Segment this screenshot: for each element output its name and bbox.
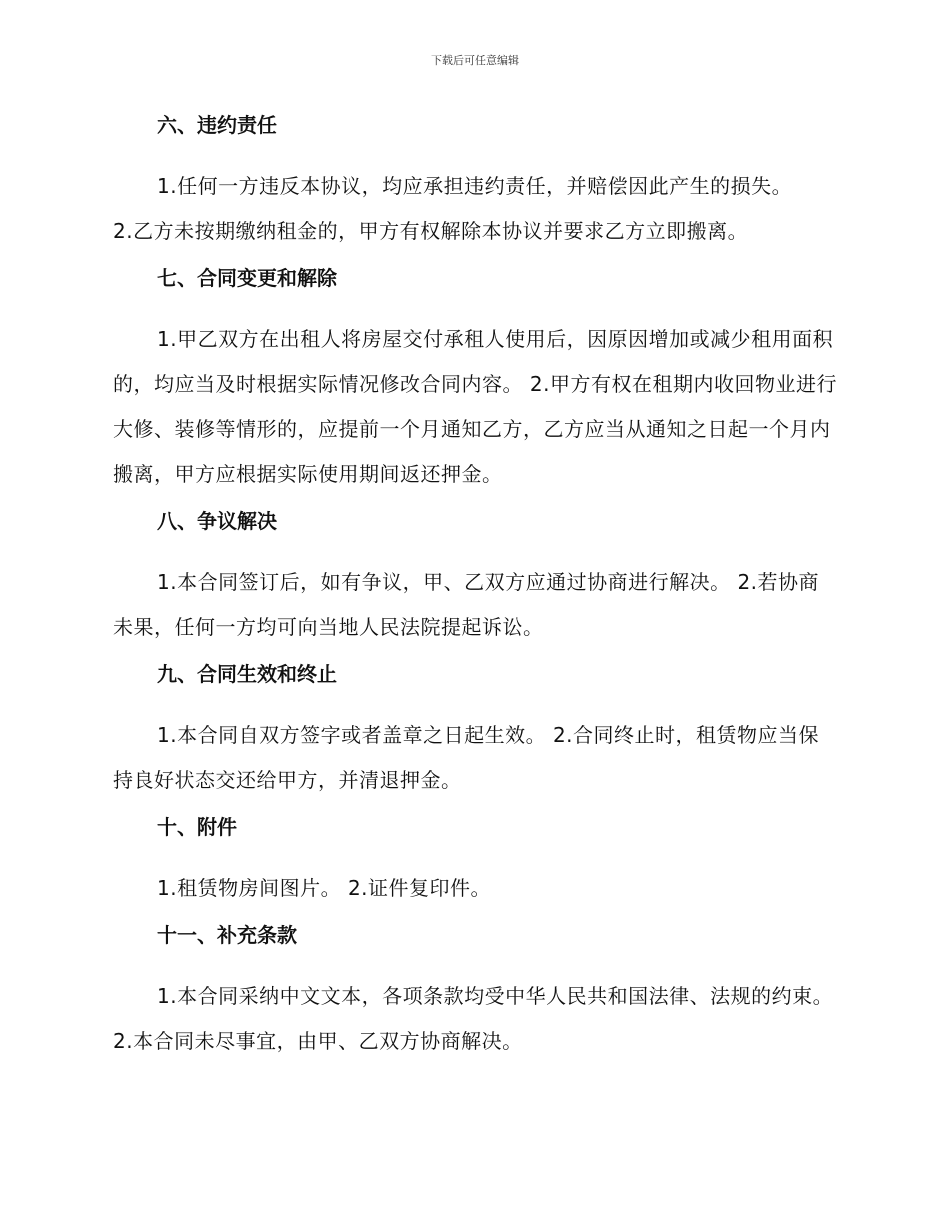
section-attachments xyxy=(113,812,838,911)
section-heading: 六、违约责任 xyxy=(157,113,277,137)
section-paragraph: 1.甲乙双方在出租人将房屋交付承租人使用后，因原因增加或减少租用面积的，均应当及时根据实际情况修改合同内容。 2.甲方有权在租期内收回物业进行大修、装修等情形的，应提前一个月通知乙方，乙方应当从通知之日起一个月内搬离，甲方应根据实际使用期间返还押金。 xyxy=(113,327,837,486)
section-paragraph: 2.乙方未按期缴纳租金的，甲方有权解除本协议并要求乙方立即搬离。 xyxy=(113,219,749,243)
section-heading: 七、合同变更和解除 xyxy=(157,266,337,290)
section-heading: 十、附件 xyxy=(157,815,237,839)
section-supplementary-terms xyxy=(113,920,838,1064)
page-header: 下载后可任意编辑 xyxy=(431,54,519,67)
section-paragraph: 1.租赁物房间图片。 2.证件复印件。 xyxy=(157,876,492,900)
section-dispute-resolution xyxy=(113,506,838,650)
section-heading: 九、合同生效和终止 xyxy=(157,662,337,686)
section-breach-liability xyxy=(113,110,838,254)
section-effect-termination xyxy=(113,659,838,803)
section-paragraph: 1.本合同采纳中文文本，各项条款均受中华人民共和国法律、法规的约束。 2.本合同未尽事宜，由甲、乙双方协商解决。 xyxy=(113,984,834,1053)
document-body xyxy=(113,110,838,1073)
section-paragraph: 1.本合同自双方签字或者盖章之日起生效。 2.合同终止时，租赁物应当保持良好状态交还给甲方，并清退押金。 xyxy=(113,723,820,792)
section-paragraph: 1.任何一方违反本协议，均应承担违约责任，并赔偿因此产生的损失。 xyxy=(157,174,793,198)
section-heading: 十一、补充条款 xyxy=(157,923,297,947)
section-heading: 八、争议解决 xyxy=(157,509,277,533)
section-paragraph: 1.本合同签订后，如有争议，甲、乙双方应通过协商进行解决。 2.若协商未果，任何一方均可向当地人民法院提起诉讼。 xyxy=(113,570,820,639)
section-contract-change xyxy=(113,263,838,497)
